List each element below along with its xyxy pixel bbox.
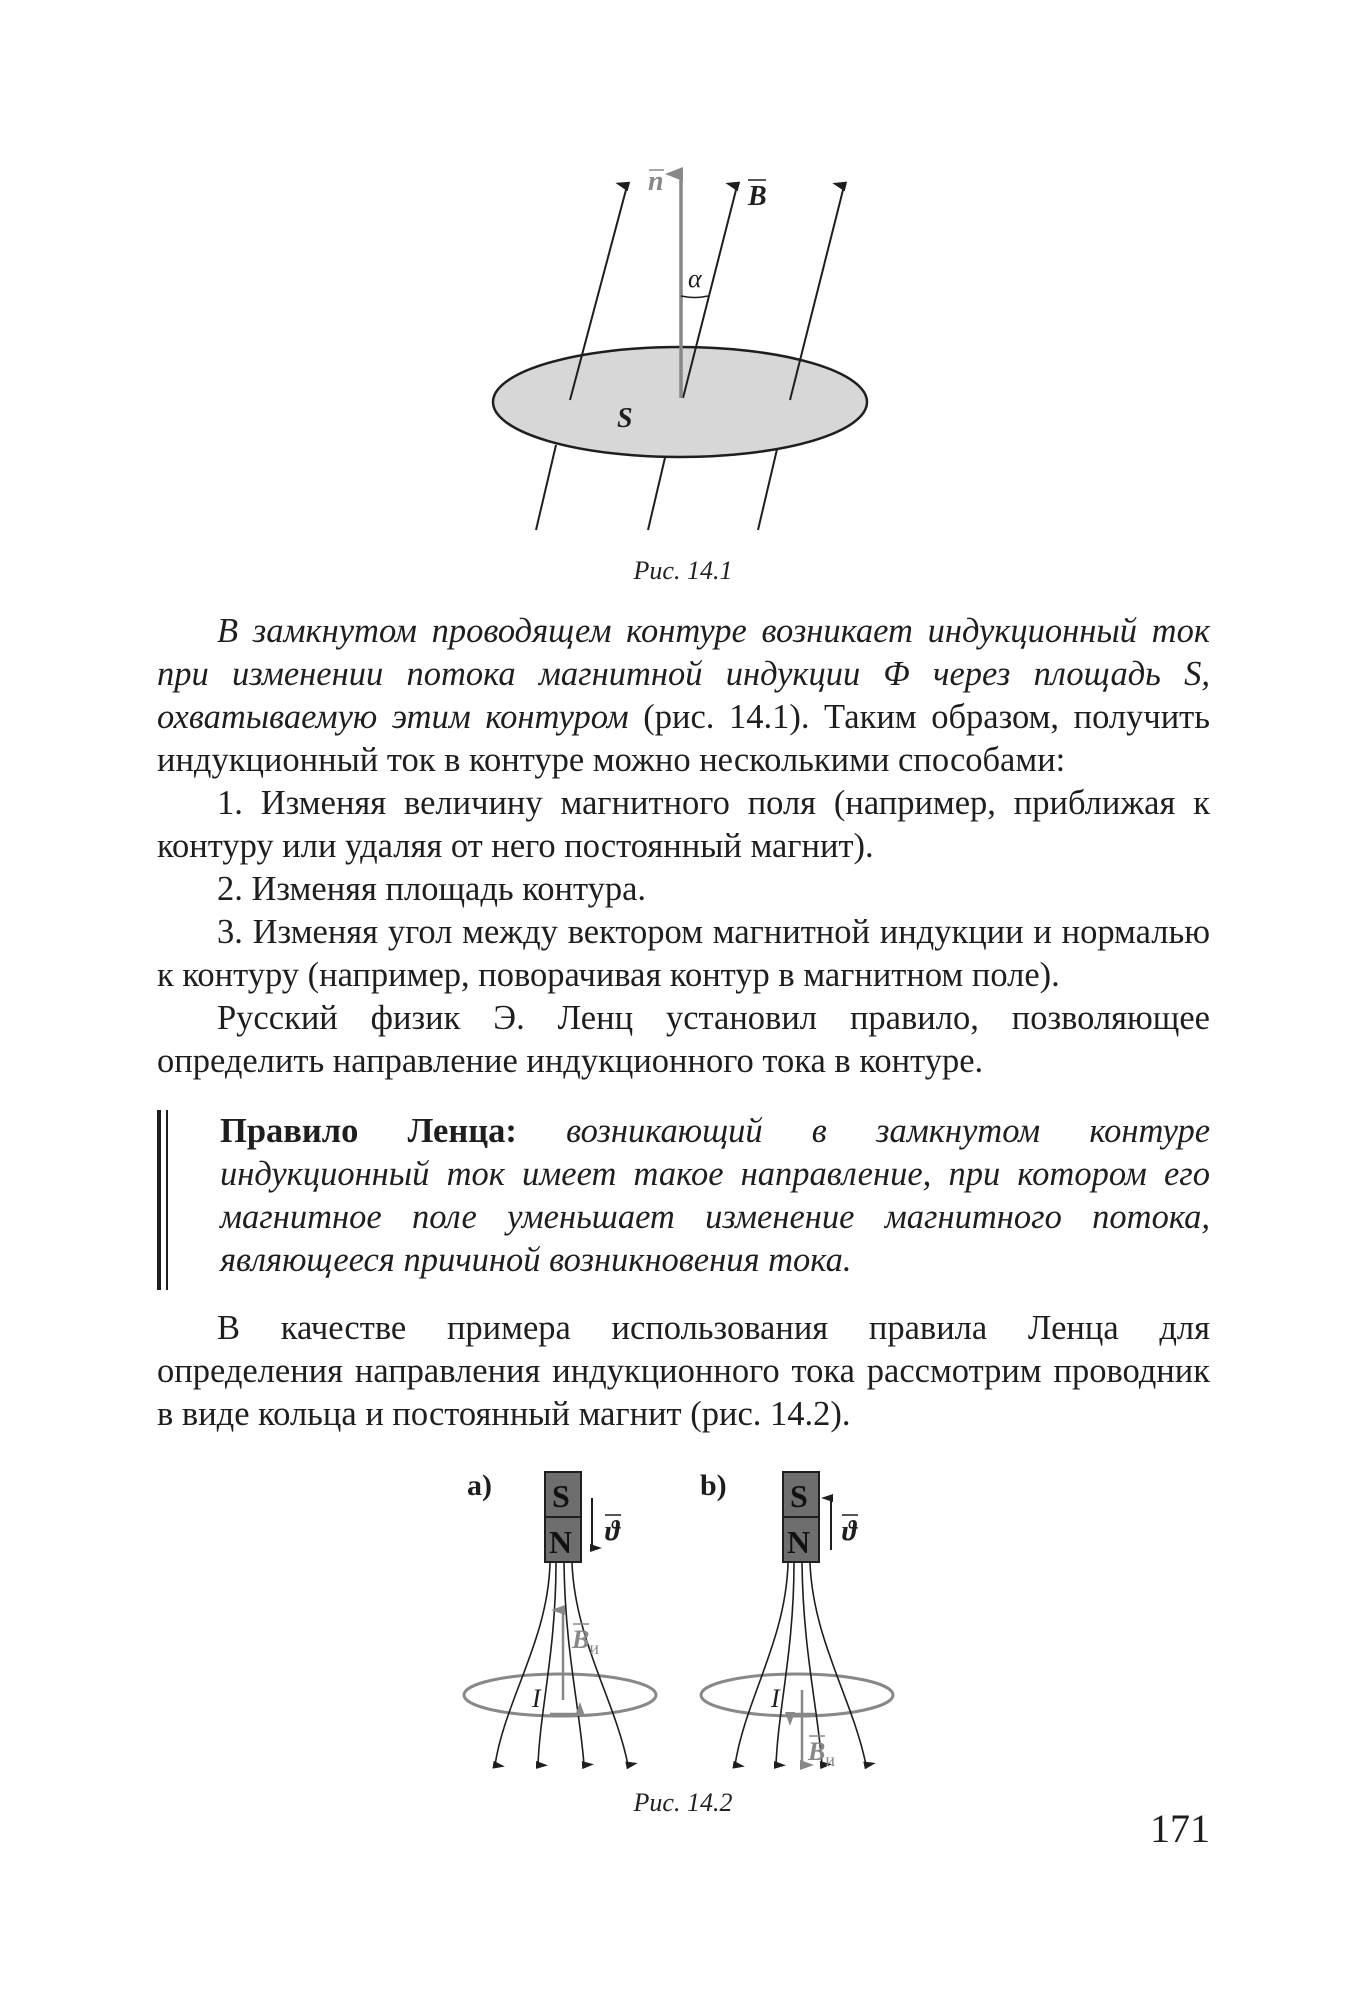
ring-b xyxy=(701,1674,893,1716)
field-line xyxy=(495,1563,550,1765)
paragraph-1 xyxy=(157,610,1210,782)
field-line xyxy=(564,1563,584,1765)
velocity-label-b: ϑ xyxy=(842,1516,857,1547)
list-item-2: 2. Изменяя площадь контура. xyxy=(217,870,647,908)
magnet-a-N: N xyxy=(549,1524,573,1560)
figure-14-1-caption: Рис. 14.1 xyxy=(633,556,733,585)
paragraph-3: В качестве примера использования правила Ленца для определения направления индукционного тока рассмотрим проводник в виде кольца и постоянный магнит (рис. 14.2). xyxy=(157,1309,1210,1433)
paragraph-3-block xyxy=(157,1307,1210,1436)
magnet-b-S: S xyxy=(790,1478,808,1514)
lenz-rule-title: Правило Ленца: xyxy=(220,1112,517,1150)
label-S: S xyxy=(617,403,633,434)
angle-arc xyxy=(681,296,708,298)
induced-field-a-label xyxy=(571,1625,599,1658)
paragraph-2: Русский физик Э. Ленц установил правило, позволяющее определить направление индукционного тока в контуре. xyxy=(157,999,1210,1080)
field-line xyxy=(536,445,556,530)
main-text xyxy=(157,610,1210,1083)
panel-a-label: а) xyxy=(467,1469,492,1502)
rule-bar xyxy=(157,1110,161,1290)
velocity-label-a: ϑ xyxy=(605,1516,620,1547)
field-line xyxy=(735,1563,788,1765)
induced-field-b-sub: и xyxy=(825,1750,835,1770)
field-line xyxy=(758,445,778,530)
panel-b-label: b) xyxy=(700,1469,727,1502)
ring-a xyxy=(464,1674,656,1716)
magnet-a-S: S xyxy=(552,1478,570,1514)
induced-field-a-sub: и xyxy=(589,1638,599,1658)
list-item-3: 3. Изменяя угол между вектором магнитной индукции и нормалью к контуру (например, поворачивая контур в магнитном поле). xyxy=(157,913,1210,994)
magnet-b xyxy=(783,1472,819,1562)
rule-bar xyxy=(166,1110,168,1290)
current-label-b: I xyxy=(771,1684,780,1713)
label-B: B xyxy=(748,181,767,212)
figure-14-2-caption: Рис. 14.2 xyxy=(633,1788,733,1817)
induced-field-b-label xyxy=(807,1737,835,1770)
label-n: n xyxy=(648,166,664,197)
figure-14-1 xyxy=(0,0,1366,560)
lenz-rule-body: возникающий в замкнутом контуре индукционный ток имеет такое направление, при котором его магнитное поле уменьшает изменение магнитного потока, являющееся причиной возникновения тока. xyxy=(220,1112,1211,1279)
paragraph-1-rest: (рис. 14.1). Таким образом, получить индукционный ток в контуре можно несколькими способами: xyxy=(157,698,1210,779)
lenz-rule-text xyxy=(220,1110,1210,1282)
current-label-a: I xyxy=(532,1684,541,1713)
list-item-1: 1. Изменяя величину магнитного поля (например, приближая к контуру или удаляя от него постоянный магнит). xyxy=(157,784,1210,865)
induced-field-a-B: B xyxy=(572,1625,590,1654)
paragraph-1-italic: В замкнутом проводящем контуре возникает индукционный ток при изменении потока магнитной индукции Φ через площадь S, охватываемую этим контуром xyxy=(157,612,1210,736)
figure-14-2 xyxy=(0,1460,1366,1780)
lenz-rule-box xyxy=(157,1110,1210,1290)
magnet-a xyxy=(545,1472,581,1562)
page-number: 171 xyxy=(1150,1806,1210,1851)
field-line xyxy=(802,1563,822,1765)
label-alpha: α xyxy=(688,264,702,293)
magnet-b-N: N xyxy=(787,1524,811,1560)
induced-field-b-B: B xyxy=(808,1737,826,1766)
